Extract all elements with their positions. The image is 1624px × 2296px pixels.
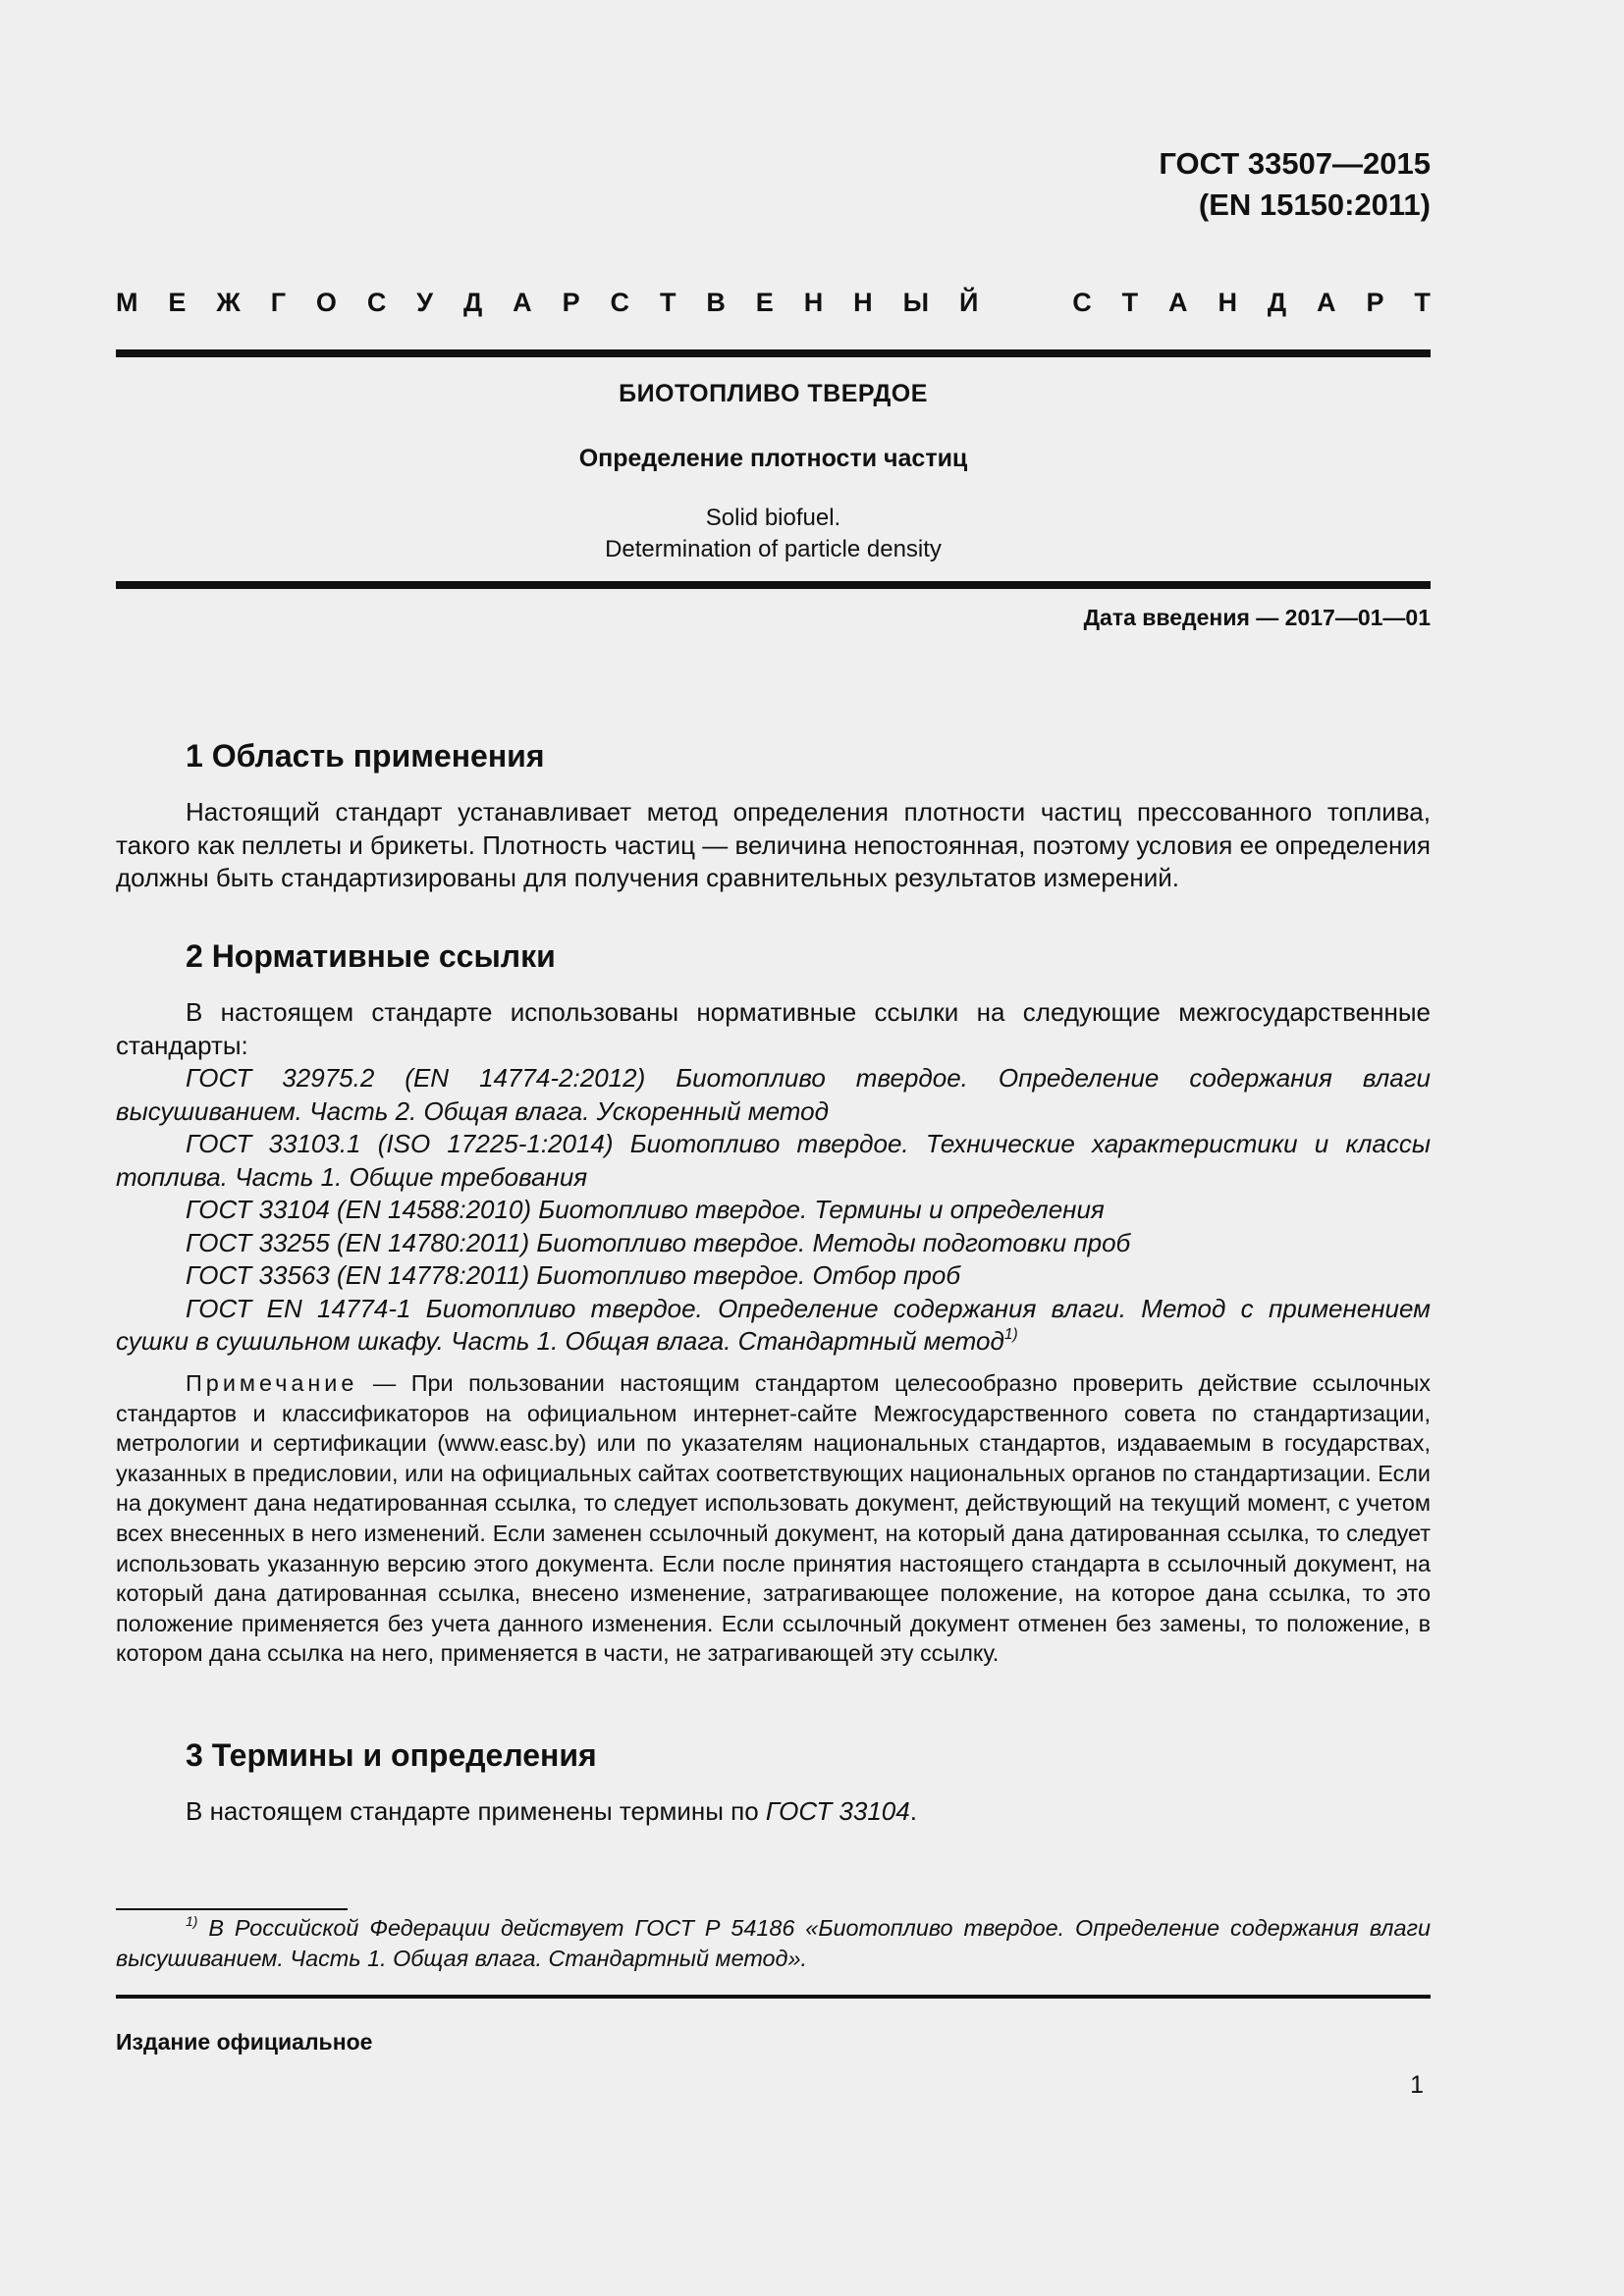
standard-type-letter: Д [1267, 288, 1287, 317]
standard-type-line [116, 285, 1431, 320]
reference-item: ГОСТ 32975.2 (EN 14774-2:2012) Биотопливо твердое. Определение содержания влаги высушиванием. Часть 2. Общая влага. Ускоренный метод [116, 1063, 1431, 1126]
note-paragraph [116, 1368, 1431, 1669]
footnote-marker: 1) [1003, 1326, 1018, 1344]
standard-type-letter: Е [755, 288, 774, 317]
designation-en-reference: (EN 15150:2011) [1198, 187, 1431, 222]
standard-type-letter: О [315, 288, 337, 317]
standard-designation [1159, 143, 1431, 226]
standard-type-letter: А [1317, 288, 1336, 317]
standard-type-letter: М [116, 288, 138, 317]
footer-divider [116, 1995, 1431, 1999]
standard-type-letter: Н [1218, 288, 1237, 317]
standard-type-letter: Й [958, 288, 979, 317]
section-1-heading: 1 Область применения [186, 738, 545, 774]
title-en [116, 503, 1431, 565]
section-2-heading: 2 Нормативные ссылки [186, 938, 556, 974]
normative-references [116, 996, 1431, 1359]
section-3-text: В настоящем стандарте применены термины по [186, 1796, 766, 1826]
reference-item-with-footnote [116, 1293, 1431, 1359]
introduction-date: Дата введения — 2017—01—01 [1083, 605, 1431, 630]
note-label: Примечание [186, 1370, 358, 1396]
designation-number: ГОСТ 33507—2015 [1159, 146, 1431, 181]
top-divider [116, 349, 1431, 357]
title-divider [116, 581, 1431, 589]
footnote-text: В Российской Федерации действует ГОСТ Р 54186 «Биотопливо твердое. Определение содержания влаги высушиванием. Часть 1. Общая влага. Стандартный метод». [116, 1915, 1431, 1971]
standard-type-letter: Т [659, 288, 677, 317]
standard-type-letter: С [1072, 288, 1092, 317]
title-ru-main: БИОТОПЛИВО ТВЕРДОЕ [619, 380, 928, 407]
standard-type-letter: Е [168, 288, 187, 317]
reference-item: ГОСТ 33104 (EN 14588:2010) Биотопливо твердое. Термины и определения [186, 1195, 1105, 1224]
edition-label: Издание официальное [116, 2029, 373, 2055]
standard-type-letter: А [513, 288, 532, 317]
word-gap [1008, 285, 1042, 320]
footnote-separator [116, 1908, 348, 1910]
reference-item: ГОСТ 33103.1 (ISO 17225-1:2014) Биотопливо твердое. Технические характеристики и классы топлива. Часть 1. Общие требования [116, 1129, 1431, 1192]
title-ru-sub: Определение плотности частиц [578, 445, 968, 472]
standard-type-letter: С [610, 288, 630, 317]
section-1-paragraph: Настоящий стандарт устанавливает метод определения плотности частиц прессованного топлива, такого как пеллеты и брикеты. Плотность частиц — величина непостоянная, поэтому условия ее определения должны быть стандартизированы для получения сравнительных результатов измерений. [116, 797, 1431, 892]
standard-type-letter: У [416, 288, 434, 317]
footnote [116, 1913, 1431, 1974]
title-en-line2: Determination of particle density [605, 536, 942, 562]
standard-type-letter: Ы [902, 288, 930, 317]
section-3-reference: ГОСТ 33104 [765, 1796, 910, 1826]
reference-item-text: ГОСТ EN 14774-1 Биотопливо твердое. Определение содержания влаги. Метод с применением сушки в сушильном шкафу. Часть 1. Общая влага. Стандартный метод [116, 1293, 1431, 1356]
section-3-suffix: . [909, 1796, 917, 1826]
standard-type-letter: Р [1366, 288, 1384, 317]
standard-type-letter: Н [803, 288, 824, 317]
standard-type-letter: Ж [216, 288, 241, 317]
standard-type-letter: Д [463, 288, 483, 317]
standard-type-letter: Н [853, 288, 873, 317]
standard-type-letter: В [706, 288, 726, 317]
standard-type-letter: С [366, 288, 387, 317]
standard-type-letter: Т [1121, 288, 1139, 317]
footnote-mark: 1) [186, 1913, 198, 1930]
note-text: — При пользовании настоящим стандартом целесообразно проверить действие ссылочных стандартов и классификаторов на официальном интернет-сайте Межгосударственного совета по стандартизации, метрологии и сертификации (www.easc.by) или по указателям национальных стандартов, издаваемым в государствах, указанных в предисловии, или на официальных сайтах соответствующих национальных органов по стандартизации. Если на документ дана недатированная ссылка, то следует использовать документ, действующий на текущий момент, с учетом всех внесенных в него изменений. Если заменен ссылочный документ, на который дана датированная ссылка, то следует использовать указанную версию этого документа. Если после принятия настоящего стандарта в ссылочный документ, на который дана датированная ссылка, внесено изменение, затрагивающее положение, на которое дана ссылка, то это положение применяется без учета данного изменения. Если ссылочный документ отменен без замены, то положение, в котором дана ссылка на него, применяется в части, не затрагивающей эту ссылку. [116, 1370, 1431, 1667]
reference-item: ГОСТ 33255 (EN 14780:2011) Биотопливо твердое. Методы подготовки проб [186, 1227, 1131, 1257]
standard-type-letter: А [1168, 288, 1188, 317]
standard-type-letter: Т [1414, 288, 1431, 317]
section-3-paragraph [116, 1795, 1431, 1829]
references-intro: В настоящем стандарте использованы нормативные ссылки на следующие межгосударственные стандарты: [116, 997, 1431, 1060]
title-en-line1: Solid biofuel. [705, 505, 841, 531]
reference-item: ГОСТ 33563 (EN 14778:2011) Биотопливо твердое. Отбор проб [186, 1260, 960, 1290]
page-number: 1 [1410, 2071, 1424, 2099]
standard-type-letter: Р [562, 288, 580, 317]
section-3-heading: 3 Термины и определения [186, 1737, 597, 1773]
standard-type-letter: Г [270, 288, 286, 317]
